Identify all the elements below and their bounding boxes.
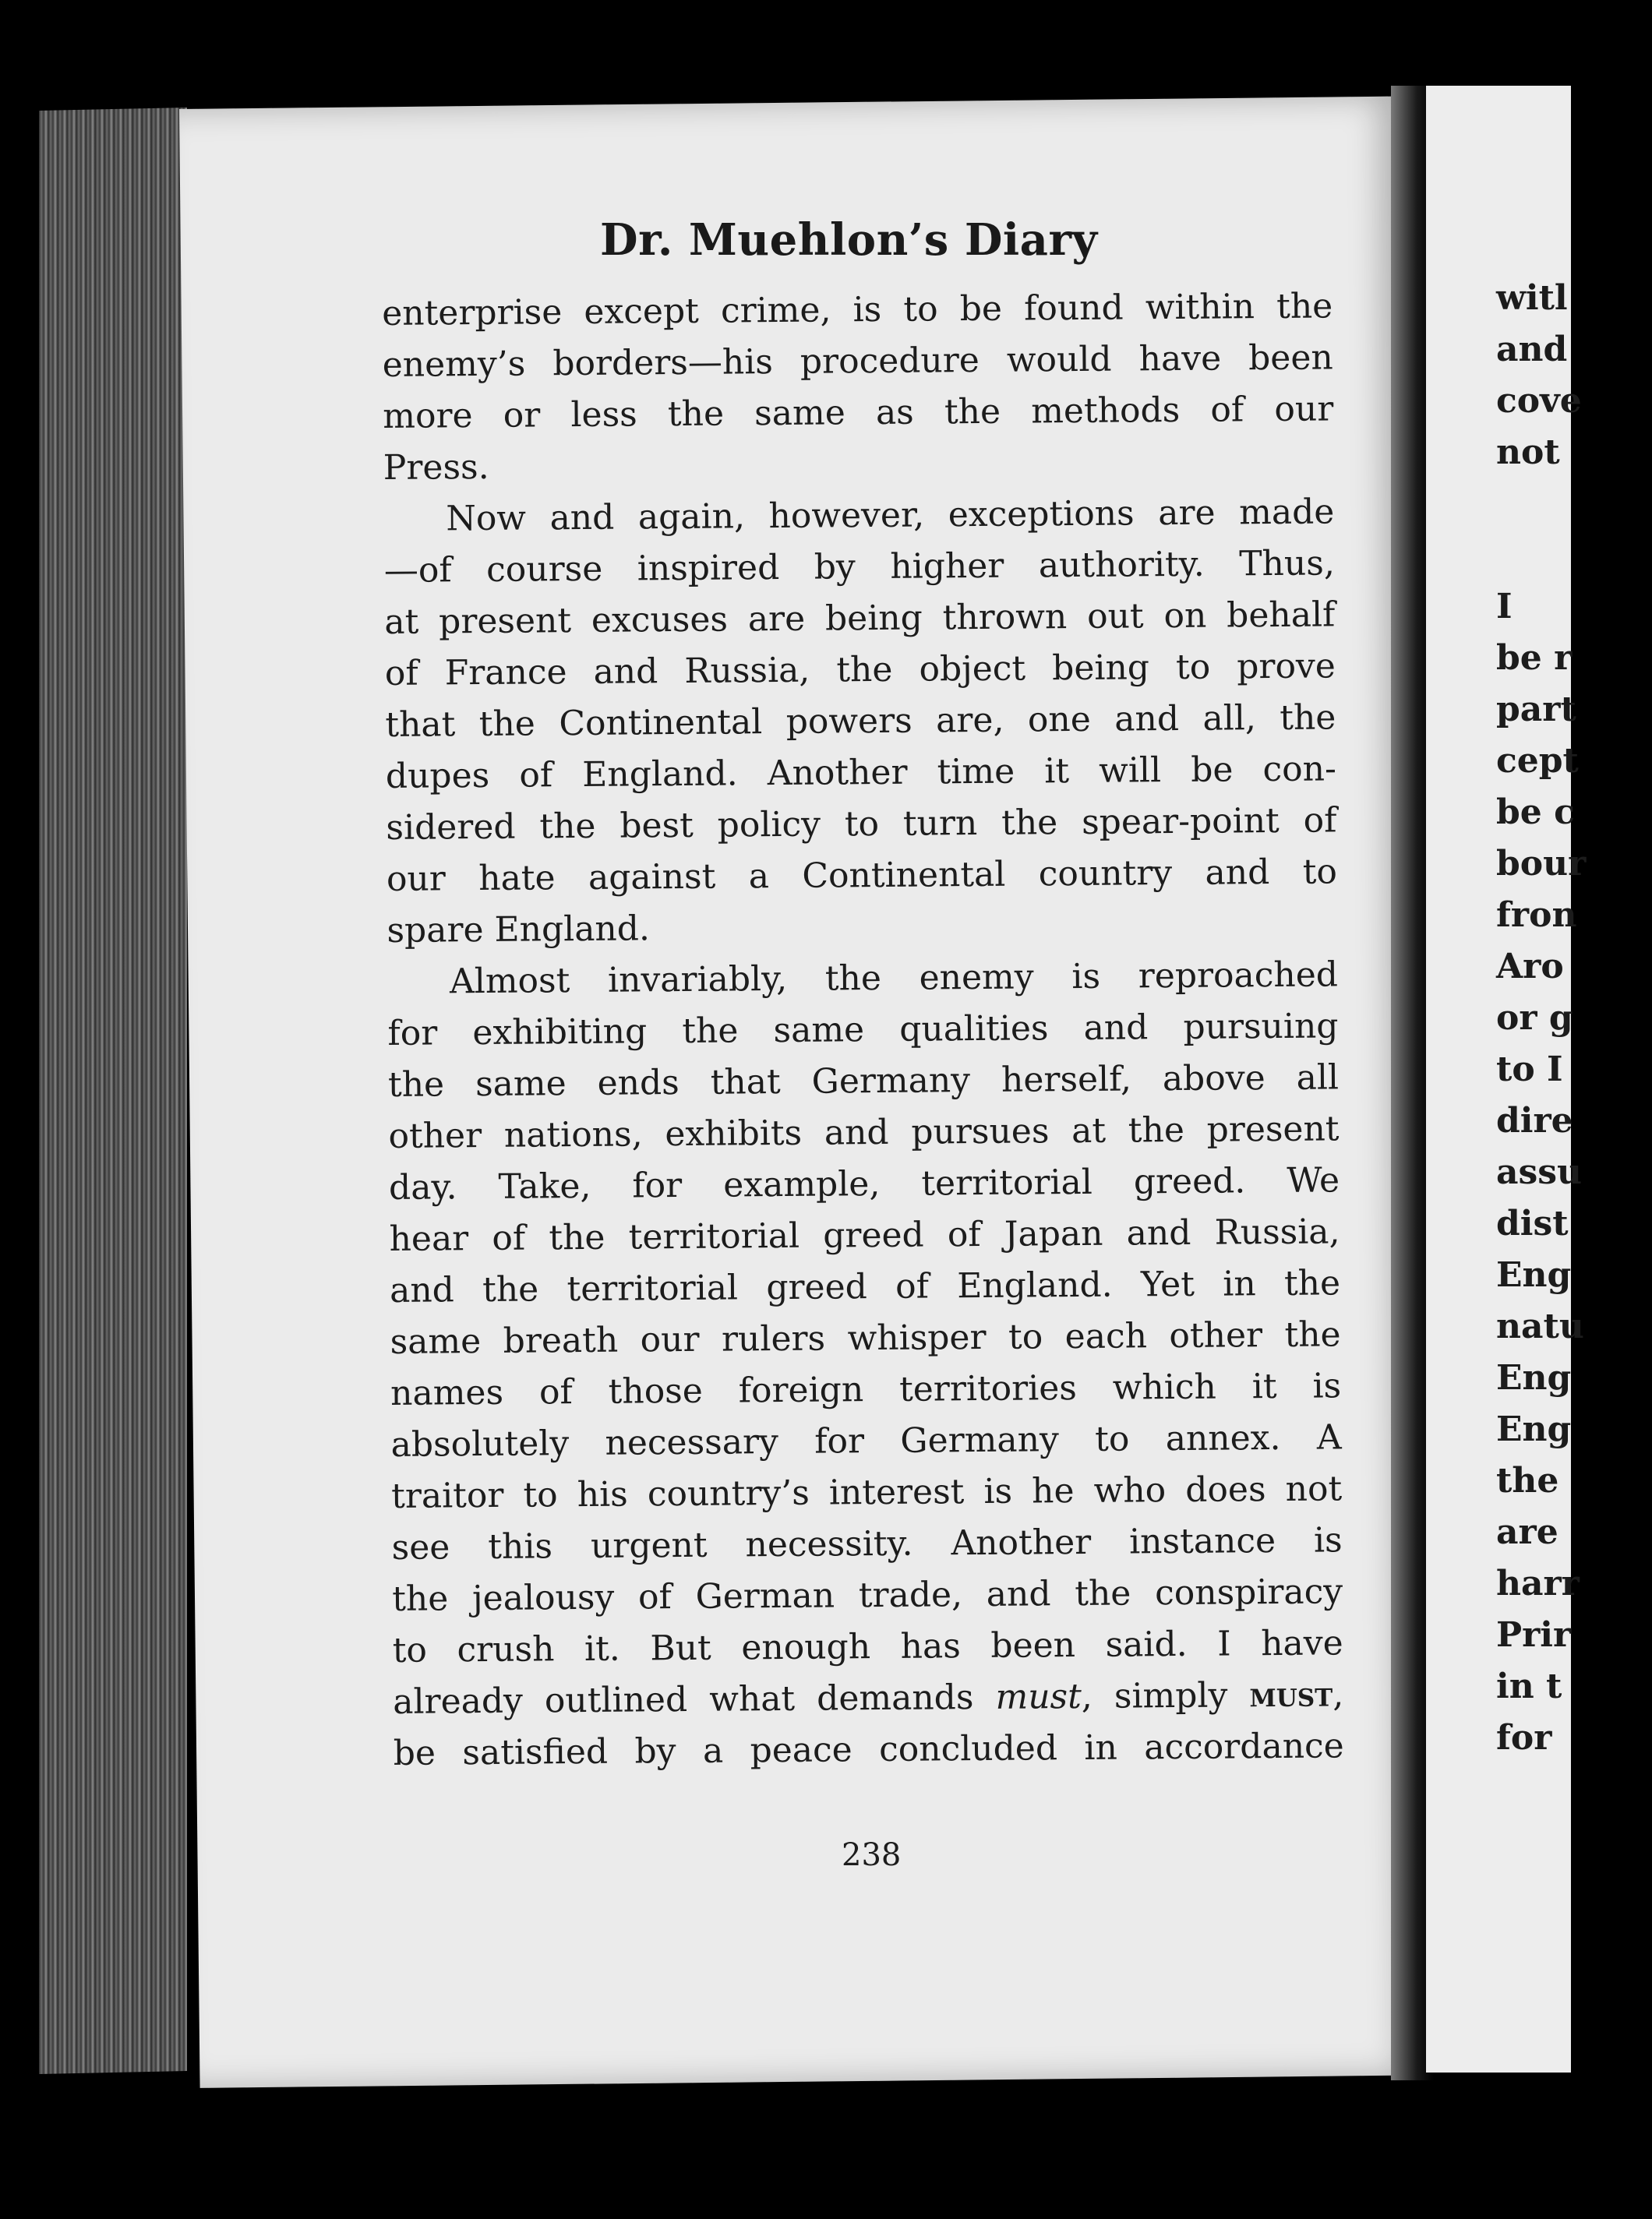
- text-line: Now and again, however, exceptions are made: [446, 492, 1335, 539]
- right-page-line: fron: [1496, 895, 1577, 935]
- right-page-line: not: [1496, 432, 1560, 472]
- text-line: enemy’s borders—his procedure would have been: [382, 337, 1333, 385]
- right-page-line: Prir: [1496, 1615, 1572, 1655]
- right-page-line: harr: [1496, 1564, 1580, 1603]
- italic-word: must: [995, 1677, 1082, 1717]
- text-line: be satisfied by a peace concluded in accordance: [393, 1726, 1344, 1773]
- text-line: Almost invariably, the enemy is reproached: [449, 954, 1339, 1002]
- text-line: the jealousy of German trade, and the conspiracy: [392, 1572, 1343, 1619]
- text-line: to crush it. But enough has been said. I have: [392, 1623, 1343, 1670]
- right-page-line: cept: [1496, 741, 1579, 781]
- text-line: enterprise except crime, is to be found within the: [382, 286, 1333, 333]
- text-line: dupes of England. Another time it will be con-: [385, 749, 1337, 796]
- right-page-line: Eng: [1496, 1409, 1572, 1449]
- right-page-line: or g: [1496, 998, 1573, 1038]
- right-page-line: are: [1496, 1512, 1558, 1552]
- right-page-line: to I: [1496, 1050, 1563, 1089]
- page-number: 238: [842, 1837, 902, 1873]
- page-edges: [39, 108, 187, 2074]
- text-line: for exhibiting the same qualities and pursuing: [387, 1006, 1339, 1053]
- smallcaps-word: must: [1249, 1674, 1333, 1716]
- text-line: see this urgent necessity. Another instance is: [391, 1520, 1343, 1568]
- text-line: of France and Russia, the object being to prove: [384, 646, 1336, 693]
- text-line: sidered the best policy to turn the spear-point of: [386, 800, 1337, 848]
- right-page-line: Eng: [1496, 1358, 1572, 1398]
- right-page-line: [1496, 478, 1652, 530]
- right-page: [1426, 86, 1587, 2073]
- text-line: our hate against a Continental country and to: [386, 852, 1338, 899]
- running-head: Dr. Muehlon’s Diary: [600, 214, 1098, 266]
- text-span: , simply: [1081, 1675, 1250, 1717]
- right-page-text: [1496, 273, 1652, 1764]
- text-span: ,: [1333, 1674, 1344, 1715]
- right-page-line: cove: [1496, 381, 1582, 421]
- right-page-line: part: [1496, 690, 1576, 729]
- right-page-line: I: [1496, 587, 1513, 626]
- text-line: Press.: [383, 446, 489, 488]
- right-page-line: bour: [1496, 844, 1587, 884]
- text-line: at present excuses are being thrown out on behalf: [384, 594, 1336, 642]
- right-page-line: dist: [1496, 1204, 1569, 1244]
- text-line: day. Take, for example, territorial greed. We: [388, 1160, 1340, 1208]
- right-page-line: Aro: [1496, 947, 1564, 986]
- text-line: same breath our rulers whisper to each other the: [390, 1314, 1341, 1362]
- right-page-line: assu: [1496, 1152, 1583, 1192]
- right-page-line: [1496, 530, 1652, 581]
- body-text: [382, 280, 1344, 1780]
- right-page-line: Eng: [1496, 1255, 1572, 1295]
- text-line: absolutely necessary for Germany to annex. A: [390, 1417, 1342, 1465]
- right-page-line: witl: [1496, 278, 1568, 318]
- text-line: other nations, exhibits and pursues at the present: [388, 1109, 1340, 1156]
- text-line: —of course inspired by higher authority. Thus,: [383, 543, 1336, 591]
- right-page-line: for: [1496, 1718, 1552, 1758]
- text-line: the same ends that Germany herself, above all: [387, 1057, 1340, 1105]
- right-page-line: the: [1496, 1461, 1559, 1501]
- right-page-line: natu: [1496, 1307, 1584, 1346]
- text-line: spare England.: [387, 908, 651, 951]
- right-page-line: dire: [1496, 1101, 1573, 1141]
- right-page-line: and: [1496, 330, 1568, 369]
- right-page-line: be c: [1496, 792, 1575, 832]
- text-line: hear of the territorial greed of Japan and Russia,: [389, 1212, 1340, 1259]
- text-line: names of those foreign territories which it is: [390, 1366, 1342, 1413]
- text-line: more or less the same as the methods of our: [383, 389, 1334, 436]
- right-page-line: in t: [1496, 1667, 1562, 1706]
- text-line: that the Continental powers are, one and all, the: [385, 697, 1336, 745]
- text-line: [393, 1669, 1343, 1728]
- text-line: traitor to his country’s interest is he who does not: [390, 1469, 1343, 1516]
- text-span: already outlined what demands: [393, 1677, 996, 1722]
- text-line: and the territorial greed of England. Yet in the: [389, 1263, 1341, 1311]
- right-page-line: be r: [1496, 638, 1573, 678]
